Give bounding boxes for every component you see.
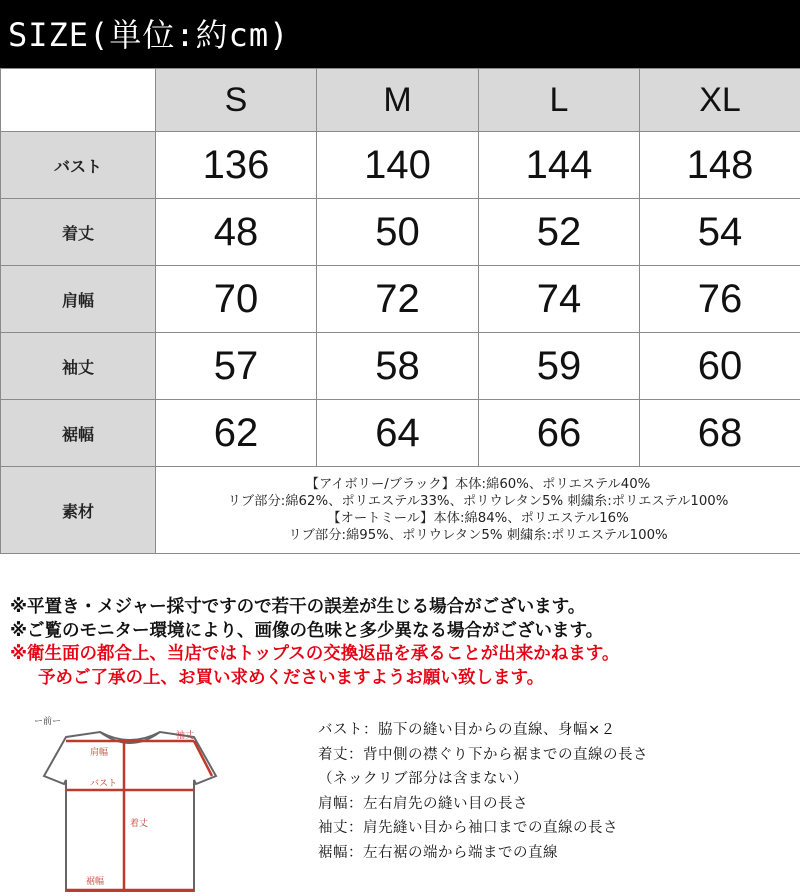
table-cell: 57 (156, 333, 317, 400)
size-table (0, 68, 800, 554)
row-label-hem: 裾幅 (1, 400, 156, 467)
note-acknowledge: 予めご了承の上、お買い求めくださいますようお願い致します。 (10, 667, 800, 691)
tshirt-diagram-svg (30, 714, 230, 892)
size-header-s: S (156, 69, 317, 132)
note-no-returns: ※衛生面の都合上、当店ではトップスの交換返品を承ることが出来かねます。 (10, 643, 800, 667)
table-cell: 144 (479, 132, 640, 199)
legend-hem: 裾幅：左右裾の端から端までの直線 (318, 841, 798, 866)
bust-label: バスト (90, 778, 117, 789)
hem-label: 裾幅 (86, 875, 104, 887)
table-cell: 136 (156, 132, 317, 199)
material-line: リブ部分:綿62%、ポリエステル33%、ポリウレタン5% 刺繍糸:ポリエステル100% (156, 493, 800, 510)
table-cell: 66 (479, 400, 640, 467)
size-header-xl: XL (640, 69, 800, 132)
table-cell: 76 (640, 266, 800, 333)
size-header-l: L (479, 69, 640, 132)
corner-cell (1, 69, 156, 132)
table-cell: 68 (640, 400, 800, 467)
table-cell: 50 (317, 199, 479, 266)
table-cell: 140 (317, 132, 479, 199)
note-measure-error: ※平置き・メジャー採寸ですので若干の誤差が生じる場合がございます。 (10, 596, 800, 620)
legend-length: 着丈：背中側の襟ぐり下から裾までの直線の長さ (318, 743, 798, 768)
table-row (1, 199, 800, 266)
material-line: 【アイボリー/ブラック】本体:綿60%、ポリエステル40% (156, 476, 800, 493)
sleeve-label: 袖丈 (176, 729, 194, 741)
page-title: SIZE(単位:約cm) (8, 10, 289, 56)
row-label-bust: バスト (1, 132, 156, 199)
material-line: 【オートミール】本体:綿84%、ポリエステル16% (156, 510, 800, 527)
front-label: ー前ー (34, 715, 61, 727)
row-label-length: 着丈 (1, 199, 156, 266)
table-row (1, 400, 800, 467)
table-cell: 54 (640, 199, 800, 266)
table-cell: 72 (317, 266, 479, 333)
length-label: 着丈 (130, 817, 148, 829)
material-cell (156, 467, 800, 554)
table-row (1, 132, 800, 199)
table-cell: 62 (156, 400, 317, 467)
measurement-diagram (30, 714, 230, 892)
legend-length-note: （ネックリブ部分は含まない） (318, 767, 798, 792)
note-monitor-color: ※ご覧のモニター環境により、画像の色味と多少異なる場合がございます。 (10, 620, 800, 644)
table-row (1, 333, 800, 400)
size-header-m: M (317, 69, 479, 132)
material-line: リブ部分:綿95%、ポリウレタン5% 刺繍糸:ポリエステル100% (156, 527, 800, 544)
table-cell: 74 (479, 266, 640, 333)
table-cell: 148 (640, 132, 800, 199)
table-cell: 58 (317, 333, 479, 400)
table-cell: 70 (156, 266, 317, 333)
legend-bust: バスト：脇下の縫い目からの直線、身幅×２ (318, 718, 798, 743)
row-label-shoulder: 肩幅 (1, 266, 156, 333)
header-bar (0, 0, 800, 68)
legend-sleeve: 袖丈：肩先縫い目から袖口までの直線の長さ (318, 816, 798, 841)
row-label-material: 素材 (1, 467, 156, 554)
shoulder-label: 肩幅 (90, 746, 108, 758)
row-label-sleeve: 袖丈 (1, 333, 156, 400)
table-cell: 52 (479, 199, 640, 266)
material-row (1, 467, 800, 554)
notes-section (10, 596, 800, 690)
sleeve-measure-line (194, 741, 212, 776)
table-cell: 64 (317, 400, 479, 467)
size-header-row (1, 69, 800, 132)
table-row (1, 266, 800, 333)
measurement-legend (318, 718, 798, 865)
table-cell: 60 (640, 333, 800, 400)
table-cell: 48 (156, 199, 317, 266)
table-cell: 59 (479, 333, 640, 400)
tshirt-outline (44, 732, 216, 892)
legend-shoulder: 肩幅：左右肩先の縫い目の長さ (318, 792, 798, 817)
